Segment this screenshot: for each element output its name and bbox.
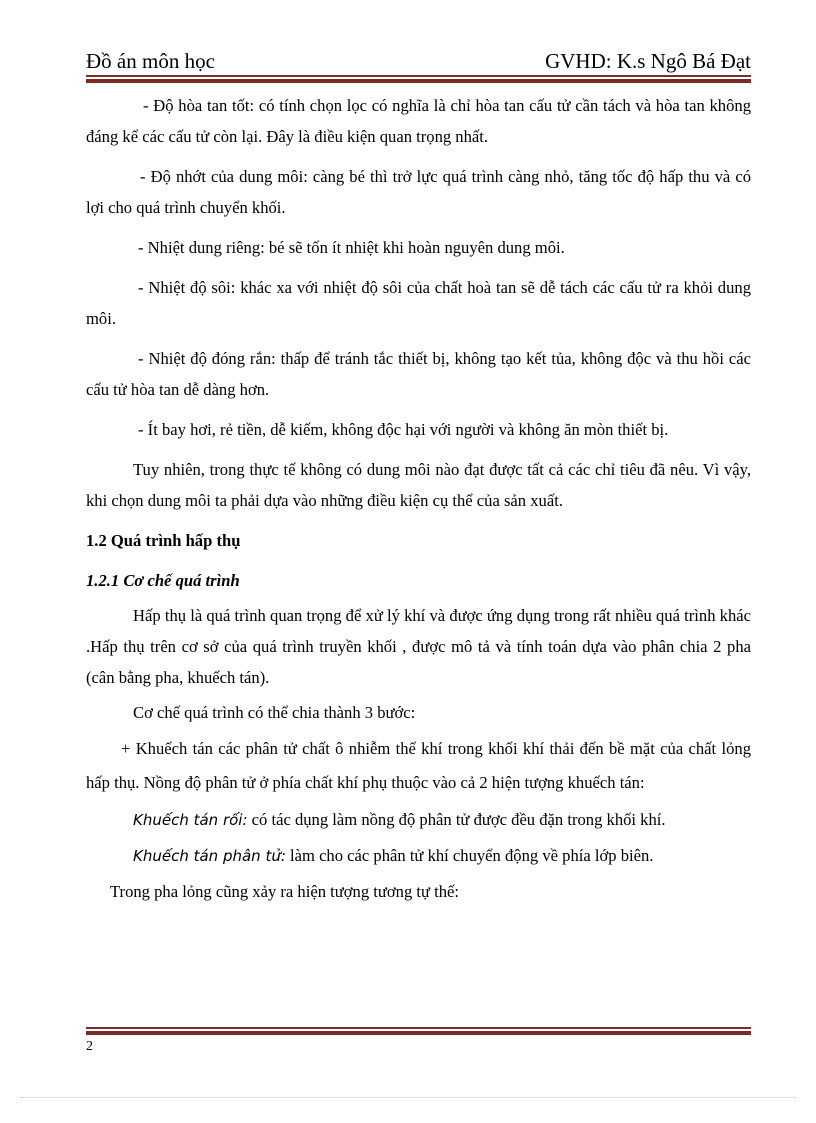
document-body xyxy=(86,90,751,907)
header-right-advisor: GVHD: K.s Ngô Bá Đạt xyxy=(545,49,751,73)
header-left-title: Đồ án môn học xyxy=(86,49,215,73)
paragraph-solubility: - Độ hòa tan tốt: có tính chọn lọc có nghĩa là chỉ hòa tan cấu tử cần tách và hòa tan không đáng kể các cấu tử còn lại. Đây là điều kiện quan trọng nhất. xyxy=(86,96,751,146)
footer-rule-thick xyxy=(86,1031,751,1035)
paragraph-viscosity: - Độ nhớt của dung môi: càng bé thì trở lực quá trình càng nhỏ, tăng tốc độ hấp thu và có lợi cho quá trình chuyển khối. xyxy=(86,167,751,217)
paragraph-boiling-point: - Nhiệt độ sôi: khác xa với nhiệt độ sôi của chất hoà tan sẽ dễ tách các cấu tử ra khỏi dung môi. xyxy=(86,278,751,328)
page-header xyxy=(86,40,751,72)
paragraph-liquid-phase: Trong pha lỏng cũng xảy ra hiện tượng tương tự thế: xyxy=(110,882,460,901)
header-rule-thick xyxy=(86,79,751,83)
paragraph-turbulent-diffusion xyxy=(86,804,751,836)
text-molecular-diffusion: làm cho các phân tử khí chuyển động về phía lớp biên. xyxy=(285,846,654,865)
term-turbulent-diffusion: Khuếch tán rối: xyxy=(133,811,248,829)
page-number: 2 xyxy=(86,1039,93,1054)
paragraph-conclusion: Tuy nhiên, trong thực tế không có dung môi nào đạt được tất cả các chỉ tiêu đã nêu. Vì vậy, khi chọn dung môi ta phải dựa vào những điều kiện cụ thể của sản xuất. xyxy=(86,460,751,510)
paragraph-diffusion-step: + Khuếch tán các phân tử chất ô nhiễm thể khí trong khối khí thải đến bề mặt của chất lỏng hấp thụ. Nồng độ phân tử ở phía chất khí phụ thuộc vào cả 2 hiện tượng khuếch tán: xyxy=(86,739,751,792)
text-turbulent-diffusion: có tác dụng làm nồng độ phân tử được đều đặn trong khối khí. xyxy=(247,810,666,829)
paragraph-absorption-intro: Hấp thụ là quá trình quan trọng để xử lý khí và được ứng dụng trong rất nhiều quá trình khác .Hấp thụ trên cơ sở của quá trình truyền khối , được mô tả và tính toán dựa vào phân chia 2 pha (cân bằng pha, khuếch tán). xyxy=(86,606,751,687)
footer-rule-thin xyxy=(86,1027,751,1029)
paragraph-molecular-diffusion xyxy=(86,840,751,872)
page-boundary-dotted-line xyxy=(20,1097,796,1098)
paragraph-specific-heat: - Nhiệt dung riêng: bé sẽ tốn ít nhiệt khi hoàn nguyên dung môi. xyxy=(138,238,565,257)
subsection-heading-1-2-1: 1.2.1 Cơ chế quá trình xyxy=(86,571,240,590)
paragraph-solidification: - Nhiệt độ đóng rắn: thấp để tránh tắc thiết bị, không tạo kết tủa, không độc và thu hồi các cấu tử hòa tan dễ dàng hơn. xyxy=(86,349,751,399)
section-heading-1-2: 1.2 Quá trình hấp thụ xyxy=(86,531,241,550)
header-rule-thin xyxy=(86,75,751,77)
paragraph-mechanism-steps: Cơ chế quá trình có thể chia thành 3 bước: xyxy=(133,703,416,722)
paragraph-volatility: - Ít bay hơi, rẻ tiền, dễ kiếm, không độc hại với người và không ăn mòn thiết bị. xyxy=(138,420,669,439)
term-molecular-diffusion: Khuếch tán phân tử: xyxy=(133,847,286,865)
